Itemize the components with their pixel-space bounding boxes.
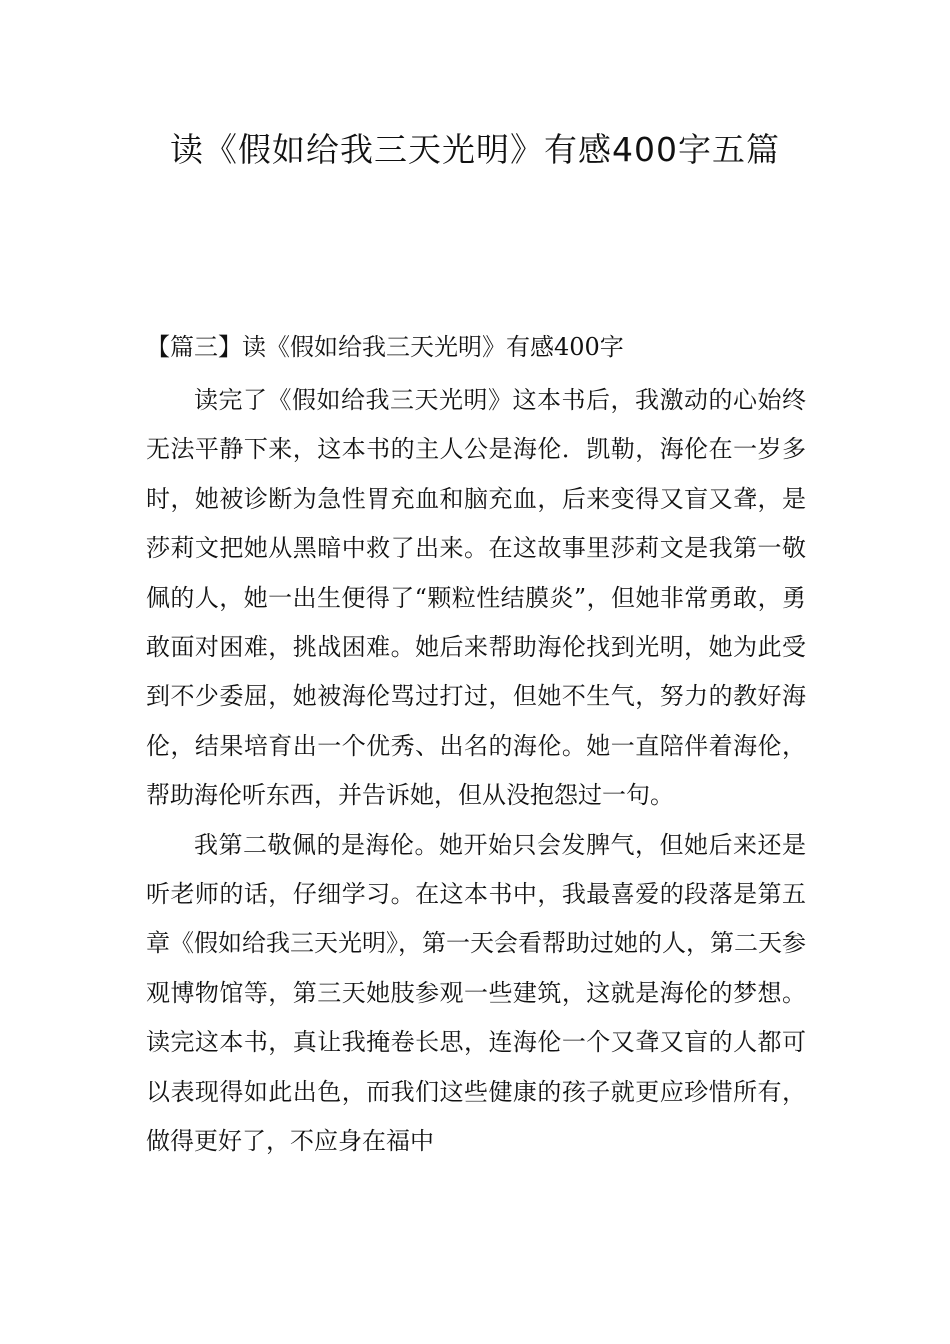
paragraph-2: 我第二敬佩的是海伦。她开始只会发脾气，但她后来还是听老师的话，仔细学习。在这本书中，我最喜爱的段落是第五章《假如给我三天光明》，第一天会看帮助过她的人，第二天参观博物馆等，第三天她肢参观一些建筑，这就是海伦的梦想。读完这本书，真让我掩卷长思，连海伦一个又聋又盲的人都可以表现得如此出色，而我们这些健康的孩子就更应珍惜所有，做得更好了，不应身在福中 xyxy=(146,830,806,1156)
article-body xyxy=(146,376,806,1167)
section-heading: 【篇三】读《假如给我三天光明》有感400字 xyxy=(146,333,624,361)
paragraph-1: 读完了《假如给我三天光明》这本书后，我激动的心始终无法平静下来，这本书的主人公是海伦．凯勒，海伦在一岁多时，她被诊断为急性胃充血和脑充血，后来变得又盲又聋，是莎莉文把她从黑暗中救了出来。在这故事里莎莉文是我第一敬佩的人，她一出生便得了“颗粒性结膜炎”，但她非常勇敢，勇敢面对困难，挑战困难。她后来帮助海伦找到光明，她为此受到不少委屈，她被海伦骂过打过，但她不生气，努力的教好海伦，结果培育出一个优秀、出名的海伦。她一直陪伴着海伦，帮助海伦听东西，并告诉她，但从没抱怨过一句。 xyxy=(146,386,806,810)
document-title: 读《假如给我三天光明》有感400字五篇 xyxy=(170,130,780,169)
